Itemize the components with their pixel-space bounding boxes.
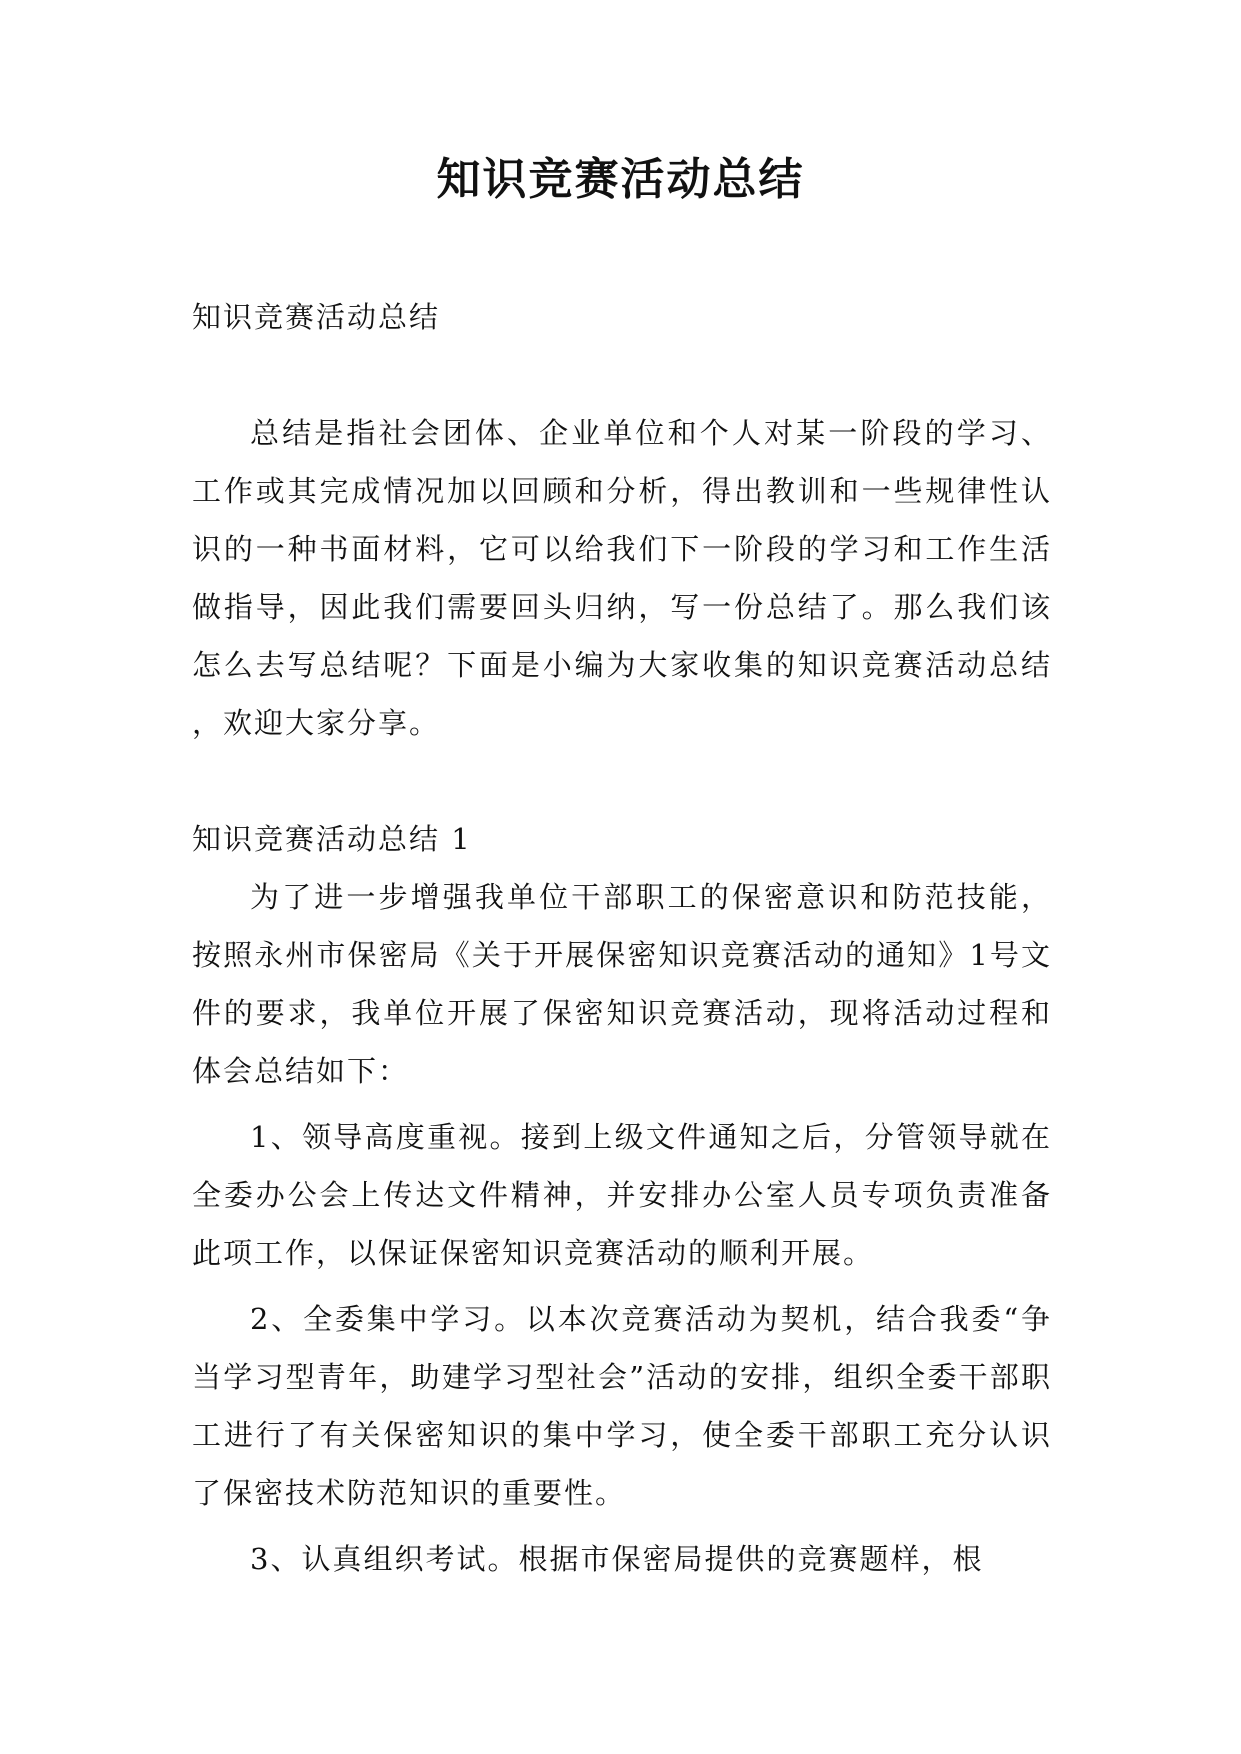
document-subtitle: 知识竞赛活动总结 xyxy=(192,300,441,334)
section-paragraph: 为了进一步增强我单位干部职工的保密意识和防范技能，按照永州市保密局《关于开展保密知识竞赛活动的通知》1号文件的要求，我单位开展了保密知识竞赛活动，现将活动过程和体会总结如下： xyxy=(192,880,1052,1088)
intro-paragraph: 总结是指社会团体、企业单位和个人对某一阶段的学习、工作或其完成情况加以回顾和分析，得出教训和一些规律性认识的一种书面材料，它可以给我们下一阶段的学习和工作生活做指导，因此我们需要回头归纳，写一份总结了。那么我们该怎么去写总结呢？下面是小编为大家收集的知识竞赛活动总结 ，欢迎大家分享。 xyxy=(192,416,1052,740)
section-heading: 知识竞赛活动总结 1 xyxy=(192,822,472,856)
document-body xyxy=(192,288,1052,1588)
document-title: 知识竞赛活动总结 xyxy=(436,154,805,205)
list-item: 3、认真组织考试。根据市保密局提供的竞赛题样，根 xyxy=(250,1542,984,1576)
list-item: 2、全委集中学习。以本次竞赛活动为契机，结合我委“争当学习型青年，助建学习型社会”活动的安排，组织全委干部职工进行了有关保密知识的集中学习，使全委干部职工充分认识了保密技术防范知识的重要性。 xyxy=(192,1302,1052,1510)
list-item: 1、领导高度重视。接到上级文件通知之后，分管领导就在全委办公会上传达文件精神，并安排办公室人员专项负责准备此项工作，以保证保密知识竞赛活动的顺利开展。 xyxy=(192,1120,1052,1270)
